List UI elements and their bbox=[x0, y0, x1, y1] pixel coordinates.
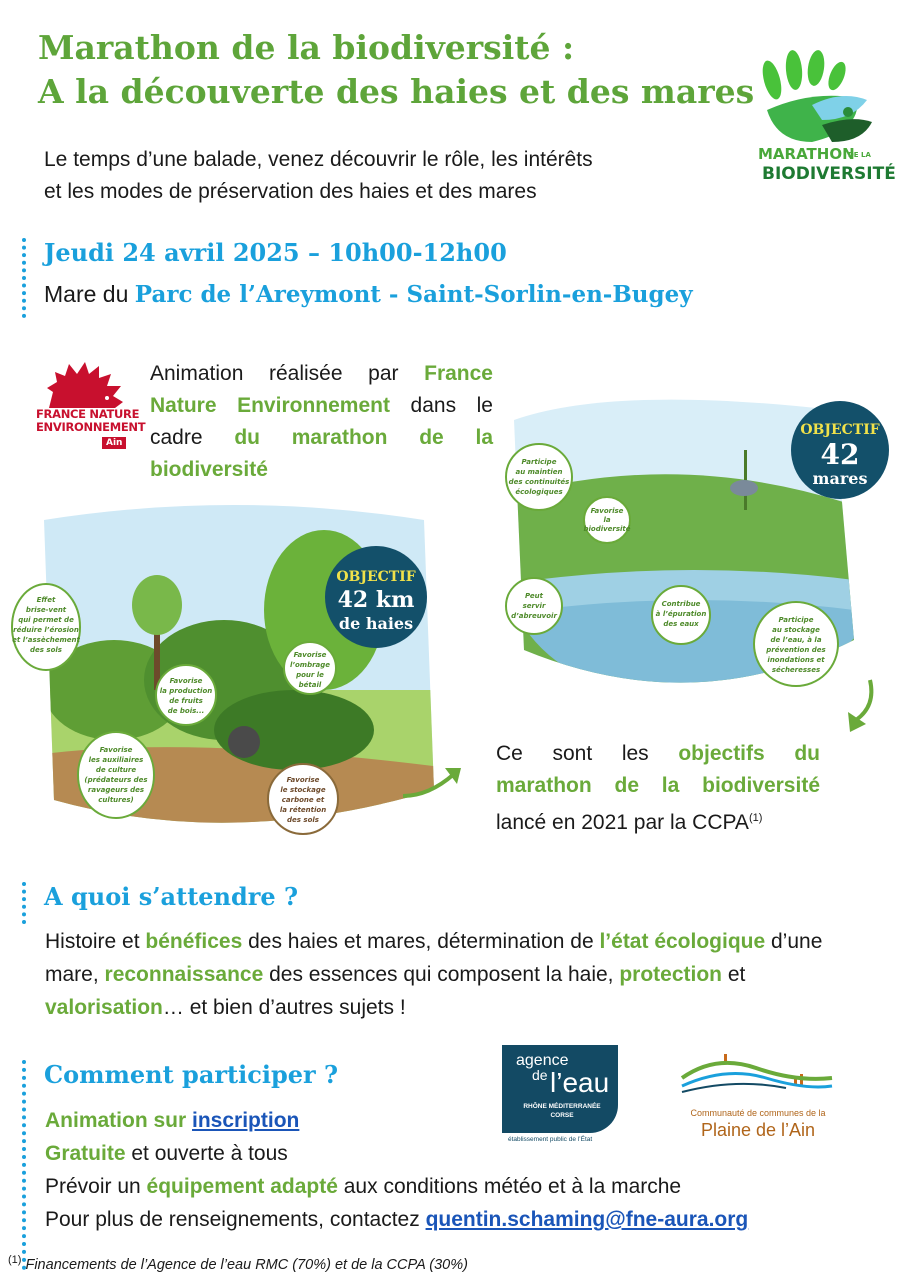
landscape-icon bbox=[676, 1048, 836, 1100]
pond-bubble-watering bbox=[504, 576, 564, 636]
part-line-2 bbox=[45, 1137, 748, 1170]
agence-eau-logo bbox=[502, 1045, 620, 1149]
obj-p-value: 42 bbox=[820, 438, 860, 471]
b-h2-0: Favorise bbox=[293, 651, 327, 659]
b-h3-3: (prédateurs des bbox=[84, 776, 148, 784]
obj-p-word: OBJECTIF bbox=[800, 422, 880, 438]
b-p4-4: inondations et bbox=[767, 656, 825, 664]
att-g5: valorisation bbox=[45, 996, 163, 1019]
b-h4-0: Favorise bbox=[286, 776, 320, 784]
anim-org: France Nature Environnement bbox=[150, 362, 493, 417]
footnote-text: Financements de l’Agence de l’eau RMC (70%) et de la CCPA (30%) bbox=[21, 1256, 468, 1273]
att-t5: et bbox=[722, 963, 746, 986]
b-p2-0: Peut bbox=[524, 592, 544, 600]
b-h1-3: de bois... bbox=[167, 707, 205, 715]
b-p4-2: de l’eau, à la bbox=[770, 636, 822, 644]
att-g3: reconnaissance bbox=[104, 963, 264, 986]
b-p3-0: Contribue bbox=[661, 600, 701, 608]
b-p1-1: la bbox=[603, 516, 611, 524]
b-h1-0: Favorise bbox=[169, 677, 203, 685]
down-arrow-icon bbox=[842, 676, 882, 736]
objective-ponds-badge bbox=[790, 400, 890, 500]
attendre-text bbox=[45, 925, 865, 1024]
attendre-heading: A quoi s’attendre ? bbox=[44, 882, 299, 911]
fne-line-2: ENVIRONNEMENT bbox=[36, 420, 146, 434]
b-p4-5: sécheresses bbox=[771, 666, 821, 674]
section-attendre bbox=[22, 882, 298, 924]
animation-text bbox=[150, 358, 493, 486]
part-l1-text: Animation sur bbox=[45, 1109, 193, 1132]
ccpa-line-2: Plaine de l’Ain bbox=[700, 1120, 816, 1140]
b-h0-0: Effet bbox=[36, 596, 56, 604]
part-l3-green: équipement adapté bbox=[146, 1175, 338, 1198]
hedge-bubble-auxiliaries bbox=[76, 730, 156, 820]
b-h0-1: brise-vent bbox=[25, 606, 67, 614]
b-h0-3: réduire l’érosion bbox=[13, 626, 79, 634]
b-h4-1: le stockage bbox=[280, 786, 326, 794]
b-h3-0: Favorise bbox=[99, 746, 133, 754]
att-g1: bénéfices bbox=[145, 930, 243, 953]
agence-basin: RHÔNE MÉDITERRANÉE bbox=[523, 1103, 601, 1110]
b-h0-2: qui permet de bbox=[18, 616, 74, 624]
b-h2-2: pour le bbox=[296, 671, 324, 679]
fne-logo-text bbox=[36, 408, 145, 434]
b-p1-2: biodiversité bbox=[583, 525, 631, 533]
part-line-4 bbox=[45, 1203, 748, 1236]
curved-arrow-icon bbox=[399, 762, 469, 802]
att-g2: l’état écologique bbox=[599, 930, 766, 953]
pond-bubble-biodiversity bbox=[582, 495, 632, 545]
part-line-3 bbox=[45, 1170, 748, 1203]
b-h3-4: ravageurs des bbox=[87, 786, 145, 794]
heron-drawing bbox=[730, 480, 758, 496]
obj-part-2: lancé en 2021 par la CCPA bbox=[496, 811, 749, 834]
obj-h-unit: de haies bbox=[338, 614, 414, 633]
b-p1-0: Favorise bbox=[590, 507, 624, 515]
b-p4-0: Participe bbox=[778, 616, 814, 624]
att-t1: Histoire et bbox=[45, 930, 146, 953]
obj-part-1: Ce sont les bbox=[496, 742, 679, 765]
b-h4-2: carbone et bbox=[281, 796, 325, 804]
hedgehog-drawing bbox=[228, 726, 260, 758]
b-p0-0: Participe bbox=[521, 458, 557, 466]
att-t3: d’une mare, bbox=[45, 930, 823, 986]
objective-hedges-badge bbox=[324, 545, 429, 650]
part-l4-a: Pour plus de renseignements, contactez bbox=[45, 1208, 426, 1231]
obj-highlight: objectifs du marathon de la biodiversité bbox=[496, 742, 820, 797]
b-h4-3: la rétention bbox=[279, 806, 327, 814]
obj-h-word: OBJECTIF bbox=[336, 569, 416, 585]
b-h2-1: l’ombrage bbox=[289, 661, 331, 669]
place-name: Parc de l’Areymont - Saint-Sorlin-en-Bugey bbox=[134, 281, 693, 308]
b-h3-2: de culture bbox=[95, 766, 137, 774]
att-t2: des haies et mares, détermination de bbox=[242, 930, 600, 953]
b-p0-1: au maintien bbox=[515, 468, 563, 476]
anim-part-2: dans le cadre bbox=[150, 394, 493, 449]
hedge-bubble-windbreak bbox=[10, 582, 82, 672]
hedge-bubble-carbon bbox=[266, 762, 340, 836]
agence-eau-word: l’eau bbox=[550, 1067, 610, 1098]
participer-lines bbox=[45, 1104, 748, 1236]
event-place bbox=[44, 281, 693, 308]
att-t6: … et bien d’autres sujets ! bbox=[162, 996, 406, 1019]
footnote-sup: (1) bbox=[8, 1254, 22, 1266]
ponds-illustration bbox=[494, 380, 894, 740]
b-h3-1: les auxiliaires bbox=[88, 756, 144, 764]
att-g4: protection bbox=[619, 963, 722, 986]
hedge-bubble-shade bbox=[282, 640, 338, 696]
obj-p-unit: mares bbox=[812, 469, 868, 488]
inscription-link[interactable]: inscription bbox=[192, 1109, 300, 1132]
page-title bbox=[38, 26, 754, 114]
b-h1-1: la production bbox=[159, 687, 213, 695]
hedge-bubble-production bbox=[154, 663, 218, 727]
ccpa-logo bbox=[676, 1048, 836, 1148]
footnote bbox=[8, 1254, 468, 1273]
subtitle bbox=[44, 144, 593, 208]
part-l2-rest: et ouverte à tous bbox=[125, 1142, 288, 1165]
agence-caption: établissement public de l’État bbox=[508, 1136, 593, 1143]
b-h3-5: cultures) bbox=[98, 796, 134, 804]
hedges-illustration bbox=[4, 500, 464, 840]
logo-word-de-la: DE LA bbox=[848, 151, 871, 159]
b-p3-1: à l’épuration bbox=[655, 610, 707, 618]
email-link[interactable]: quentin.schaming@fne-aura.org bbox=[425, 1208, 749, 1231]
b-p2-1: servir bbox=[522, 602, 546, 610]
b-h0-5: des sols bbox=[30, 646, 62, 654]
att-t4: des essences qui composent la haie, bbox=[263, 963, 620, 986]
part-l2-green: Gratuite bbox=[45, 1142, 126, 1165]
pond-bubble-continuity bbox=[504, 442, 574, 512]
part-l3-a: Prévoir un bbox=[45, 1175, 147, 1198]
fne-line-1: FRANCE NATURE bbox=[36, 407, 140, 421]
logo-word-marathon: MARATHON bbox=[758, 145, 855, 163]
ccpa-line-1: Communauté de communes de la bbox=[690, 1108, 826, 1118]
b-p4-1: au stockage bbox=[772, 626, 820, 634]
agence-de: de bbox=[532, 1067, 548, 1083]
fne-ain-logo bbox=[36, 362, 146, 462]
b-h0-4: et l’assèchement bbox=[12, 636, 80, 644]
marathon-biodiversite-logo bbox=[752, 50, 896, 190]
b-h2-3: bétail bbox=[298, 681, 322, 689]
b-p2-2: d’abreuvoir bbox=[511, 612, 557, 620]
agence-corse: CORSE bbox=[550, 1112, 574, 1119]
hedgehog-icon bbox=[41, 362, 131, 410]
place-prefix: Mare du bbox=[44, 281, 135, 307]
hand-leaf-icon bbox=[752, 50, 882, 150]
fne-ain-badge: Ain bbox=[102, 437, 126, 449]
pond-bubble-storage bbox=[752, 600, 840, 688]
pond-bubble-purification bbox=[650, 584, 712, 646]
obj-sup: (1) bbox=[748, 812, 763, 824]
event-info bbox=[22, 238, 693, 318]
b-p0-2: des continuités bbox=[508, 478, 570, 486]
b-p0-3: écologiques bbox=[515, 488, 563, 496]
part-line-1 bbox=[45, 1104, 748, 1137]
title-line-2: A la découverte des haies et des mares bbox=[38, 72, 755, 111]
logo-word-biodiversite: BIODIVERSITÉ bbox=[762, 164, 896, 184]
subtitle-line-1: Le temps d’une balade, venez découvrir le rôle, les intérêts bbox=[44, 148, 593, 171]
agence-word: agence bbox=[516, 1052, 569, 1069]
subtitle-line-2: et les modes de préservation des haies et des mares bbox=[44, 180, 537, 203]
b-h1-2: de fruits bbox=[169, 697, 203, 705]
participer-heading: Comment participer ? bbox=[44, 1060, 339, 1089]
title-line-1: Marathon de la biodiversité : bbox=[38, 28, 575, 67]
anim-program: du marathon de la biodiversité bbox=[150, 426, 493, 481]
anim-part-1: Animation réalisée par bbox=[150, 362, 425, 385]
obj-h-value: 42 km bbox=[337, 587, 415, 613]
b-p3-2: des eaux bbox=[663, 620, 699, 628]
event-date: Jeudi 24 avril 2025 – 10h00-12h00 bbox=[44, 238, 507, 267]
objectives-text bbox=[496, 738, 820, 839]
b-h4-4: des sols bbox=[287, 816, 319, 824]
part-l3-b: aux conditions météo et à la marche bbox=[337, 1175, 682, 1198]
b-p4-3: prévention des bbox=[766, 646, 826, 654]
